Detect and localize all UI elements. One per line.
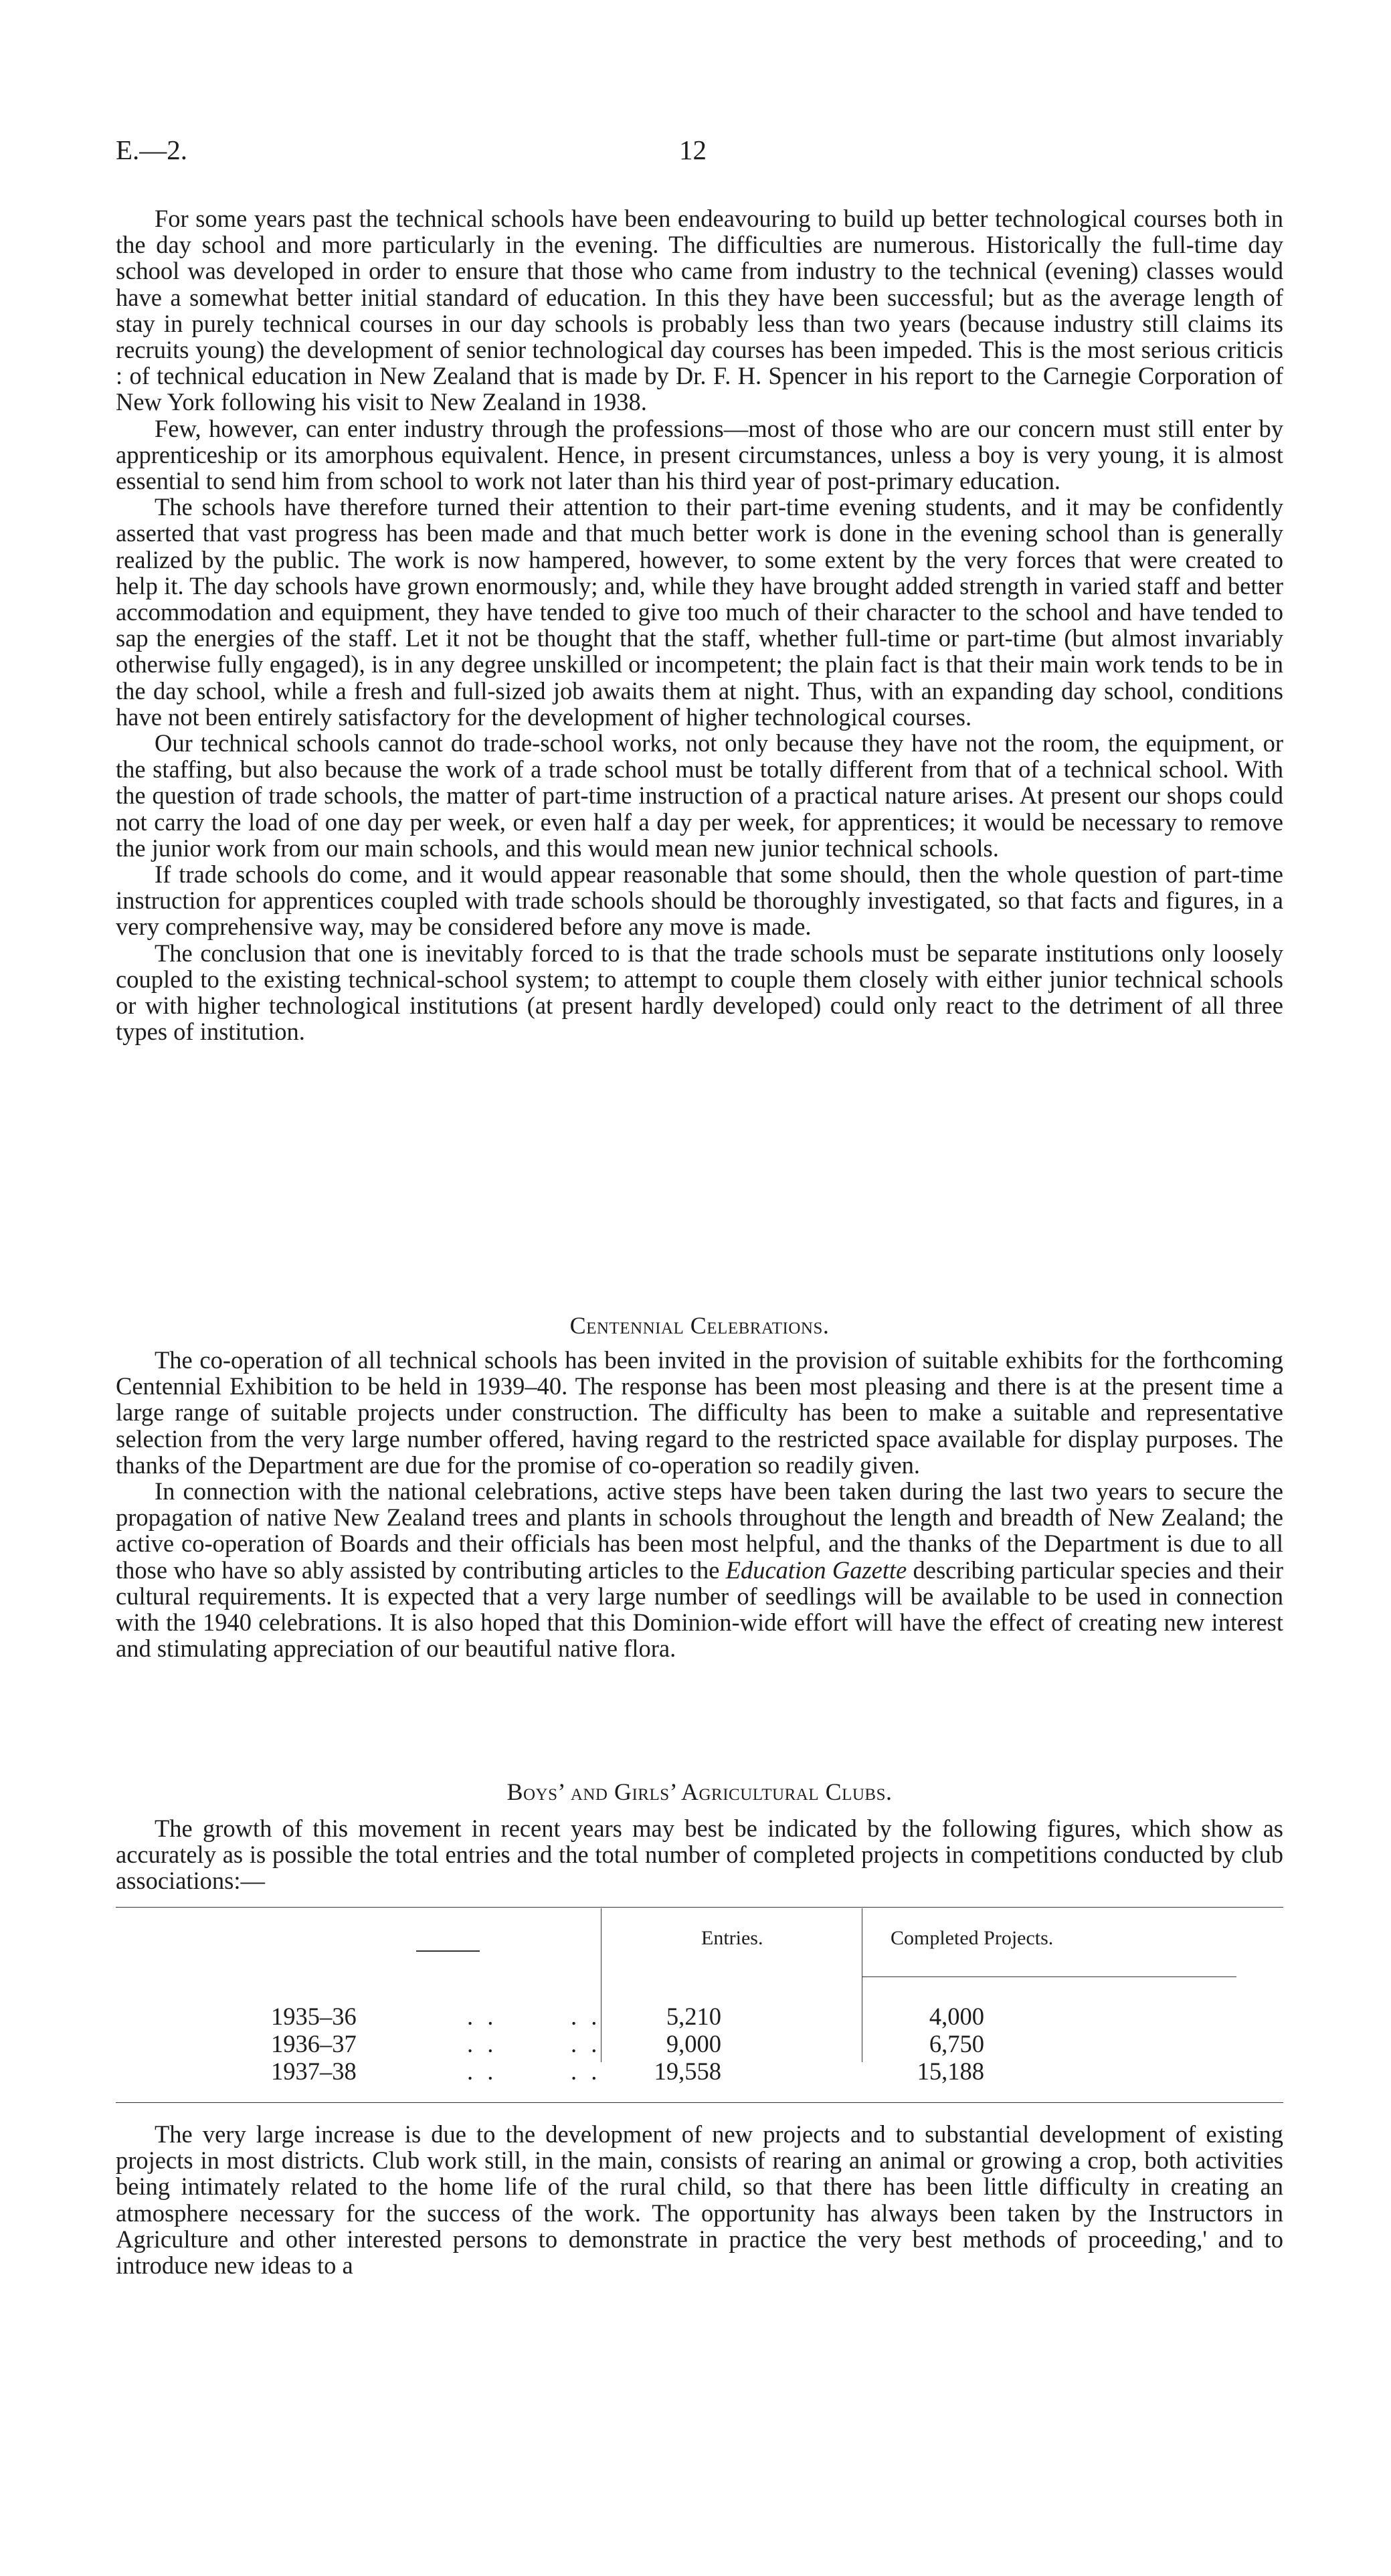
centennial-heading: Centennial Celebrations. <box>569 1312 830 1339</box>
paragraph: The very large increase is due to the development of new projects and to substantial development of existing projects in most districts. Club work still, in the main, consists of rearing an animal or growing a crop, both activities being intimately related to the home life of the rural child, so that there has been little difficulty in creating an atmosphere necessary for the success of the work. The opportunity has always been taken by the Instructors in Agriculture and other interested persons to demonstrate in practice the very best methods of proceeding,' and to introduce new ideas to a <box>116 2120 1283 2280</box>
clubs-heading: Boys’ and Girls’ Agricultural Clubs. <box>506 1778 893 1805</box>
table-row-completed: 15,188 <box>917 2057 984 2085</box>
table-row-year: 1937–38 <box>271 2057 357 2085</box>
publication-title: Education Gazette <box>725 1556 907 1584</box>
clubs-intro <box>116 1815 1283 1894</box>
paragraph: For some years past the technical schools have been endeavouring to build up better technological courses both in the day school and more particularly in the evening. The difficulties are numerous. Historically the full-time day school was developed in order to ensure that those who came from industry to the technical (evening) classes would have a somewhat better initial standard of education. In this they have been successful; but as the average length of stay in purely technical courses in our day schools is probably less than two years (because industry still claims its recruits young) the development of senior technological day courses has been impeded. This is the most serious criticis : of technical education in New Zealand that is made by Dr. F. H. Spencer in his report to the Carnegie Corporation of New York following his visit to New Zealand in 1938. <box>116 205 1283 416</box>
leader-dots: . . <box>571 2030 601 2057</box>
paragraph: The co-operation of all technical schools has been invited in the provision of suitable exhibits for the forthcoming Centennial Exhibition to be held in 1939–40. The response has been most pleasing and there is at the present time a large range of suitable projects under construction. The difficulty has been to make a suitable and representative selection from the very large number offered, having regard to the restricted space available for display purposes. The thanks of the Department are due for the promise of co-operation so readily given. <box>116 1346 1283 1479</box>
paragraph: The conclusion that one is inevitably forced to is that the trade schools must be separate institutions only loosely coupled to the existing technical-school system; to attempt to couple them closely with either junior technical schools or with higher technological institutions (at present hardly developed) could only react to the detriment of all three types of institution. <box>116 939 1283 1046</box>
paragraph: The schools have therefore turned their attention to their part-time evening students, and it may be confidently asserted that vast progress has been made and that much better work is done in the evening school than is generally realized by the public. The work is now hampered, however, to some extent by the very forces that were created to help it. The day schools have grown enormously; and, while they have brought added strength in varied staff and better accommodation and equipment, they have tended to give too much of their character to the school and have tended to sap the energies of the staff. Let it not be thought that the staff, whether full-time or part-time (but almost invariably otherwise fully engaged), is in any degree unskilled or incompetent; the plain fact is that their main work tends to be in the day school, while a fresh and full-sized job awaits them at night. Thus, with an expanding day school, conditions have not been entirely satisfactory for the development of higher technological courses. <box>116 493 1283 731</box>
table-row-completed: 6,750 <box>929 2030 984 2057</box>
clubs-closing-text <box>116 2121 1283 2278</box>
text-run: describing particular species and their cultural requirements. It is expected that a very large number of seedlings will be available to be used in connection with the 1940 celebrations. It is also hoped that this Dominion-wide effort will have the effect of creating new interest and stimulating appreciation of our beautiful native flora. <box>116 1556 1283 1663</box>
entries-header: Entries. <box>701 1927 763 1949</box>
report-reference: E.—2. <box>116 134 188 165</box>
paragraph <box>116 1478 1283 1661</box>
table-bottom-rule <box>116 2102 1283 2103</box>
centennial-text <box>116 1347 1283 1661</box>
leader-dots: . . <box>467 2057 498 2085</box>
completed-header: Completed Projects. <box>891 1927 1054 1949</box>
paragraph: Our technical schools cannot do trade-school works, not only because they have not the room, the equipment, or the staffing, but also because the work of a trade school must be totally different from that of a technical school. With the question of trade schools, the matter of part-time instruction of a practical nature arises. At present our shops could not carry the load of one day per week, or even half a day per week, for apprentices; it would be necessary to remove the junior work from our main schools, and this would mean new junior technical schools. <box>116 729 1283 862</box>
leader-dots: . . <box>571 2003 601 2030</box>
page-number: 12 <box>679 134 707 165</box>
paragraph: Few, however, can enter industry through the professions—most of those who are our concern must still enter by apprenticeship or its amorphous equivalent. Hence, in present circumstances, unless a boy is very young, it is almost essential to send him from school to work not later than his third year of post-primary education. <box>116 414 1283 495</box>
leader-dots: . . <box>467 2003 498 2030</box>
table-row-entries: 5,210 <box>666 2003 721 2030</box>
table-row-year: 1936–37 <box>271 2030 357 2057</box>
table-row-entries: 19,558 <box>654 2057 721 2085</box>
table-row-year: 1935–36 <box>271 2003 357 2030</box>
header-underline <box>862 1976 1236 1977</box>
technical-schools-text <box>116 205 1283 1045</box>
leader-dots: . . <box>571 2057 601 2085</box>
paragraph: If trade schools do come, and it would appear reasonable that some should, then the whole question of part-time instruction for apprentices coupled with trade schools should be thoroughly investigated, so that facts and figures, in a very comprehensive way, may be considered before any move is made. <box>116 860 1283 941</box>
table-row-entries: 9,000 <box>666 2030 721 2057</box>
table-row-completed: 4,000 <box>929 2003 984 2030</box>
table-top-rule <box>116 1907 1283 1908</box>
text-run: In connection with the national celebrations, active steps have been taken during the last two years to secure the propagation of native New Zealand trees and plants in schools throughout the length and breadth of New Zealand; the active co-operation of Boards and their officials has been most helpful, and the thanks of the Department is due to all those who have so ably assisted by contributing articles to the <box>116 1477 1283 1584</box>
stub-header-dash <box>416 1950 480 1952</box>
paragraph: The growth of this movement in recent years may best be indicated by the following figures, which show as accurately as is possible the total entries and the total number of completed projects in competitions conducted by club associations:— <box>116 1815 1283 1895</box>
leader-dots: . . <box>467 2030 498 2057</box>
